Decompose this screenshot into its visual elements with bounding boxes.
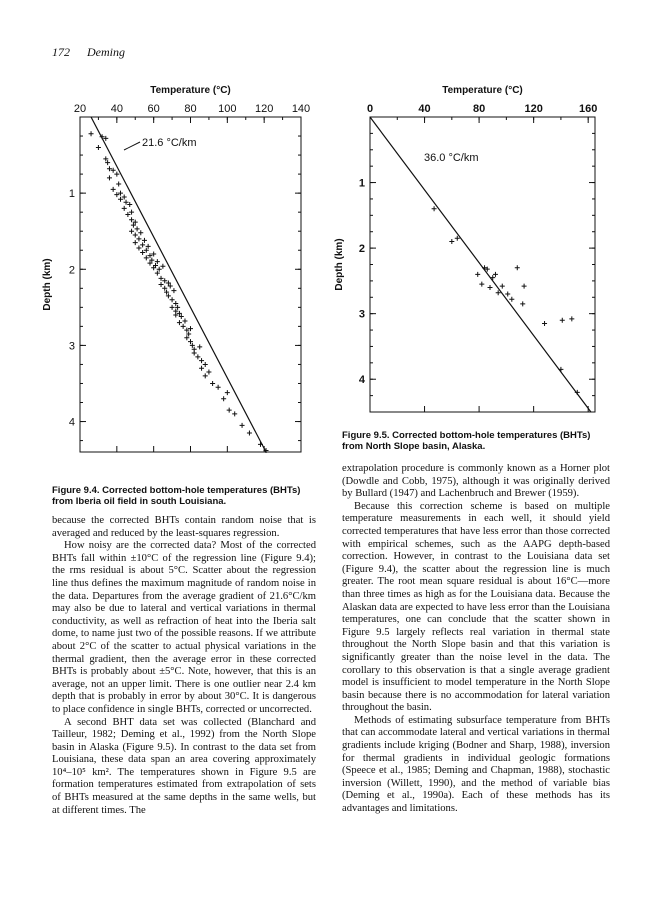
x-axis-title: Temperature (°C) bbox=[150, 85, 231, 96]
y-tick-label: 1 bbox=[68, 188, 75, 201]
x-axis-title: Temperature (°C) bbox=[442, 85, 523, 96]
data-point bbox=[558, 367, 563, 372]
x-tick-label: 0 bbox=[366, 103, 374, 115]
figure-9-4-caption bbox=[52, 485, 312, 507]
page-number: 172 bbox=[52, 45, 70, 59]
running-title: Deming bbox=[87, 45, 125, 59]
data-point bbox=[488, 285, 493, 290]
data-point bbox=[449, 239, 454, 244]
y-tick-label: 2 bbox=[358, 243, 365, 256]
y-axis-title: Depth (km) bbox=[42, 258, 53, 311]
data-point bbox=[500, 284, 505, 289]
left-paragraph-3: A second BHT data set was collected (Blanchard and Tailleur, 1982; Deming et al., 1992) from the North Slope basin in Alaska (Figure 9.5). In contrast to the data set from Louisiana, these data span an area covering approximately 10⁴–10⁵ km². The temperatures shown in Figure 9.5 are formation temperatures estimated from extrapolation of sets of BHTs measured at the same depths in the same wells, but at different times. The bbox=[52, 716, 316, 816]
x-tick-label: 160 bbox=[579, 103, 598, 115]
data-point bbox=[505, 292, 510, 297]
figure-9-4-caption-line1: Figure 9.4. Corrected bottom-hole temperatures (BHTs) bbox=[52, 485, 301, 496]
right-paragraph-3: Methods of estimating subsurface temperature from BHTs that can accommodate lateral and vertical variations in thermal gradients include kriging (Bodner and Sharp, 1988), inversion for thermal gradients in individual geologic formations (Speece et al., 1985; Deming and Chapman, 1988), stochastic inversion (Willett, 1990), and the method of variable bias (Deming et al., 1990a). Each of these methods has its advantages and limitations. bbox=[342, 714, 610, 815]
x-tick-label: 80 bbox=[184, 103, 197, 115]
y-tick-label: 3 bbox=[358, 308, 365, 321]
body-left-column bbox=[52, 515, 316, 817]
gradient-label: 21.6 °C/km bbox=[142, 137, 197, 149]
x-tick-label: 20 bbox=[73, 103, 87, 115]
y-axis-title: Depth (km) bbox=[334, 238, 345, 291]
figure-9-5-caption-line2: from North Slope basin, Alaska. bbox=[342, 441, 486, 452]
x-tick-label: 100 bbox=[218, 103, 237, 115]
data-point bbox=[475, 272, 480, 277]
right-paragraph-1: extrapolation procedure is commonly known as a Horner plot (Dowdle and Cobb, 1975), although it was originally derived by Bullard (1947) and Lachenbruch and Brewer (1959). bbox=[342, 463, 610, 500]
y-tick-label: 2 bbox=[68, 264, 75, 277]
y-tick-label: 1 bbox=[358, 177, 365, 190]
figure-9-5-caption-line1: Figure 9.5. Corrected bottom-hole temperatures (BHTs) bbox=[342, 430, 591, 441]
body-right-column bbox=[342, 463, 610, 816]
x-tick-label: 80 bbox=[472, 103, 486, 115]
x-tick-label: 140 bbox=[291, 103, 311, 115]
data-point bbox=[479, 282, 484, 287]
data-point bbox=[509, 297, 514, 302]
data-point bbox=[569, 316, 574, 321]
right-paragraph-2: Because this correction scheme is based on multiple temperature measurements in each well, it should yield corrected temperatures that have less error than those corrected with empirical schemes, such as the AAPG depth-based correction. However, in contrast to the Louisiana data set (Figure 9.4), the scatter about the regression line is much greater. The root mean square residual is about 16°C—more than three times as high as for the Louisiana data. Because the Alaskan data are expected to have less error than the Louisiana temperatures, one can conclude that the scatter shown in Figure 9.5 largely reflects real variation in thermal state throughout the North Slope basin and that this variation is significantly greater than the noise level in the data. The corollary to this observation is that a single average gradient model is insufficient to model temperature in the North Slope basin because there is no accommodation for lateral variation throughout the basin. bbox=[342, 500, 610, 714]
left-paragraph-1: because the corrected BHTs contain random noise that is averaged and reduced by the least-squares regression. bbox=[52, 515, 316, 539]
y-tick-label: 4 bbox=[358, 374, 365, 387]
x-tick-label: 40 bbox=[110, 103, 123, 115]
data-point bbox=[520, 301, 525, 306]
x-tick-label: 60 bbox=[147, 103, 160, 115]
left-paragraph-2: How noisy are the corrected data? Most of the corrected BHTs fall within ±10°C of the regression line (Figure 9.4); the rms residual is about 5°C. Scatter about the regression line thus defines the maximum magnitude of random noise in the data. Departures from the average gradient of 21.6°C/km may also be due to lateral and vertical variations in thermal conductivity, as well as refraction of heat into the Iberia salt dome, to name just two of the possible reasons. If we attribute about 2°C of the scatter to actual physical variations in the thermal gradient, then the average error in these corrected BHTs is probably about ±5°C. Note, however, that this is an average, not an upper limit. There is one outlier near 2.4 km depth that is probably in error by about 30°C. It is dangerous to place confidence in single BHTs, corrected or uncorrected. bbox=[52, 540, 316, 715]
figure-9-5-caption bbox=[342, 430, 612, 452]
figure-9-4-caption-line2: from Iberia oil field in south Louisiana. bbox=[52, 496, 227, 507]
x-tick-label: 120 bbox=[524, 103, 543, 115]
gradient-label: 36.0 °C/km bbox=[424, 152, 479, 164]
y-tick-label: 4 bbox=[68, 416, 75, 429]
y-tick-label: 3 bbox=[68, 340, 75, 353]
regression-line bbox=[370, 117, 591, 412]
data-point bbox=[515, 265, 520, 270]
data-point bbox=[542, 321, 547, 326]
data-point bbox=[432, 206, 437, 211]
x-tick-label: 120 bbox=[254, 103, 274, 115]
data-point bbox=[493, 272, 498, 277]
data-point bbox=[522, 284, 527, 289]
x-tick-label: 40 bbox=[418, 103, 431, 115]
data-point bbox=[560, 318, 565, 323]
